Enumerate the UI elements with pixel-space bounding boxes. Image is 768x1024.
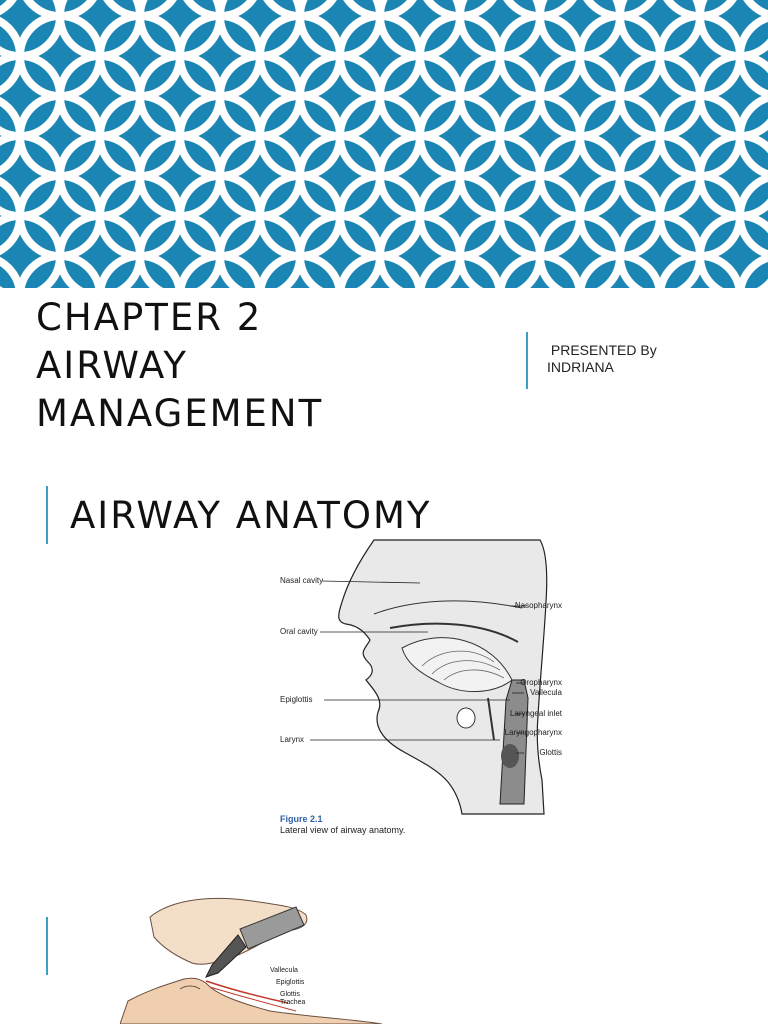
figure-caption-title: Figure 2.1 <box>280 814 323 824</box>
label-laryngopharynx: Laryngopharynx <box>504 728 562 737</box>
label-oral-cavity: Oral cavity <box>280 627 318 636</box>
slide3-accent-bar <box>46 917 48 975</box>
airway-anatomy-figure <box>262 530 562 840</box>
label-vallecula: Vallecula <box>530 688 562 697</box>
label-larynx: Larynx <box>280 735 305 744</box>
label-trachea-2: Trachea <box>280 999 306 1006</box>
label-nasopharynx: Nasopharynx <box>514 601 562 610</box>
label-epiglottis-2: Epiglottis <box>276 979 305 986</box>
title-line-2: AIRWAY <box>36 344 189 387</box>
label-nasal-cavity: Nasal cavity <box>280 576 324 585</box>
figure-caption-text: Lateral view of airway anatomy. <box>280 825 406 835</box>
label-oropharynx: Oropharynx <box>520 678 562 687</box>
decorative-pattern-banner <box>0 0 768 288</box>
presenter-name: INDRIANA <box>547 359 614 375</box>
presenter-accent-bar <box>526 332 528 389</box>
label-glottis: Glottis <box>539 748 562 757</box>
title-line-1: CHAPTER 2 <box>36 296 263 339</box>
section-heading: AIRWAY ANATOMY <box>70 494 432 537</box>
heading-accent-bar <box>46 486 48 544</box>
laryngoscopy-figure <box>120 885 382 1024</box>
label-vallecula-2: Vallecula <box>270 967 298 974</box>
slide-title <box>36 294 323 438</box>
presenter-label: PRESENTED By <box>547 342 657 358</box>
label-laryngeal-inlet: Laryngeal inlet <box>509 709 562 718</box>
title-line-3: MANAGEMENT <box>36 392 324 435</box>
label-epiglottis: Epiglottis <box>280 695 313 704</box>
presenter-info <box>547 342 657 376</box>
label-glottis-2: Glottis <box>280 991 300 998</box>
